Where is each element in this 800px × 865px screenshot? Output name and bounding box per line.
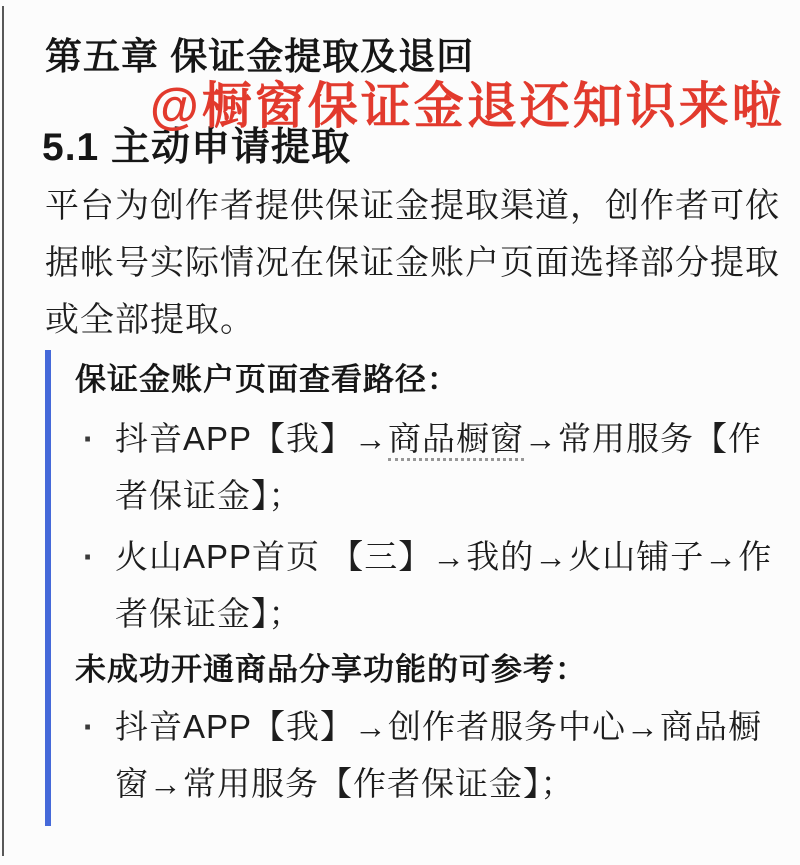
bullet-icon: · [83,420,95,457]
underlined-keyword: 商品橱窗 [388,420,524,461]
annotation-overlay-text: @橱窗保证金退还知识来啦 [150,78,785,134]
quote-heading-primary: 保证金账户页面查看路径： [75,362,459,397]
list-item-text [115,698,767,812]
list-item-text [115,528,772,642]
list-item-line: 火山APP首页 【三】→我的→火山铺子→作 [115,538,773,575]
intro-paragraph [45,178,780,349]
blockquote-paths [45,350,773,826]
list-item-line: 抖音APP【我】→创作者服务中心→商品橱 [115,708,763,745]
list-item-douyin-alt-path [75,698,767,812]
bullet-icon: · [83,538,95,575]
paragraph-line: 或全部提取。 [45,301,255,339]
paragraph-line: 平台为创作者提供保证金提取渠道，创作者可依 [45,187,780,225]
list-item-text [115,410,767,524]
list-item-line: 者保证金】； [115,595,303,632]
section-title: 5.1 主动申请提取 [42,126,352,169]
path-segment: →常用服务【作 [524,420,763,457]
quote-heading-secondary: 未成功开通商品分享功能的可参考： [75,652,587,687]
path-segment: 抖音APP【我】→ [115,420,389,457]
page-left-edge-line [2,6,4,856]
list-item-huoshan-path [75,528,773,642]
chapter-title: 第五章 保证金提取及退回 [45,36,475,77]
list-item-douyin-path [75,410,767,524]
bullet-icon: · [83,708,95,745]
list-item-line [115,410,767,467]
list-item-line: 者保证金】； [115,477,303,514]
paragraph-line: 据帐号实际情况在保证金账户页面选择部分提取 [45,244,780,282]
list-item-line: 窗→常用服务【作者保证金】； [115,765,575,802]
